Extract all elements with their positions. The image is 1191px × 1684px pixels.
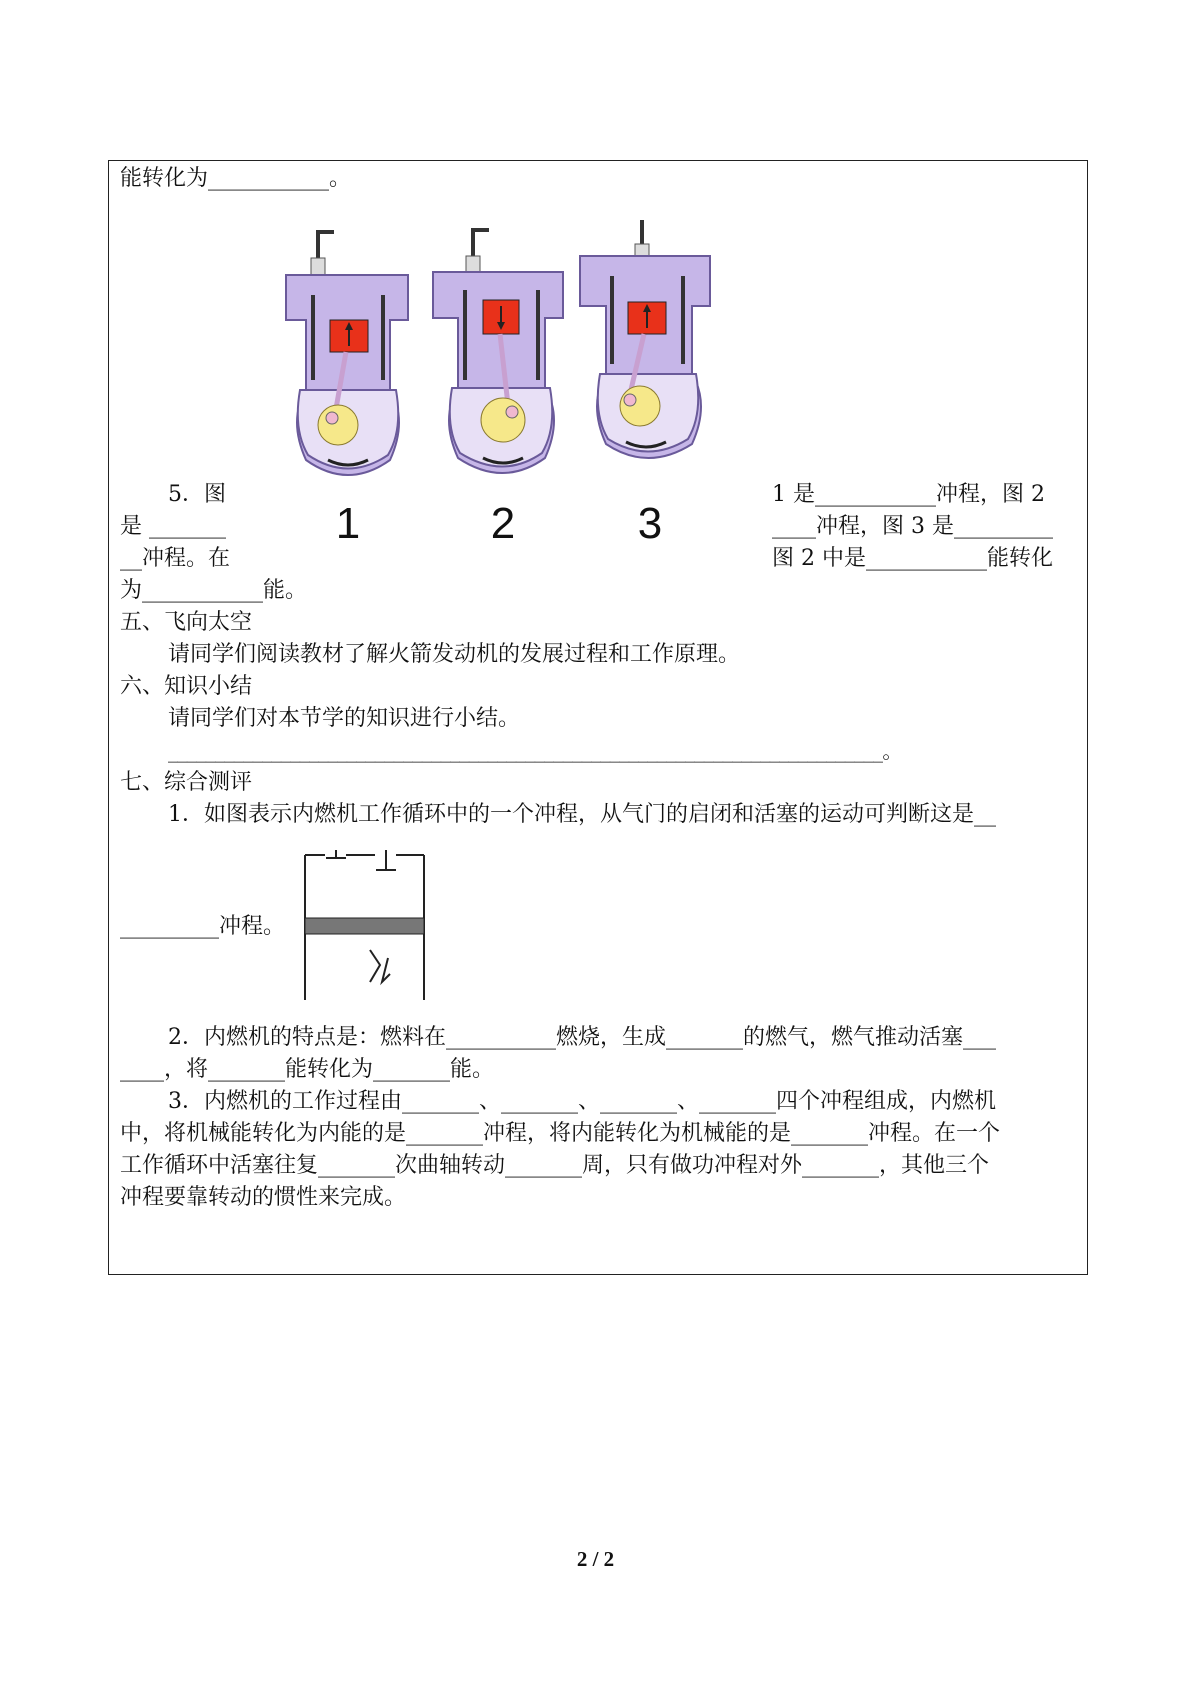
section-heading: 七、综合测评 <box>120 770 253 795</box>
text-line: 工作循环中活塞往复_______次曲轴转动_______周，只有做功冲程对外_______，其他三个 <box>120 1153 990 1178</box>
engine-diagram-2 <box>433 228 563 473</box>
text-line: 是 _______ <box>120 514 226 539</box>
engine-label-1: 1 <box>335 499 361 548</box>
text-line: 能转化为___________。 <box>120 166 352 191</box>
engine-label-2: 2 <box>490 499 516 548</box>
text-line: 为___________能。 <box>120 578 308 603</box>
text-line: 中，将机械能转化为内能的是_______冲程，将内能转化为机械能的是_______冲程。在一个 <box>120 1121 1001 1146</box>
text-line: _________冲程。 <box>120 914 286 939</box>
section-heading: 六、知识小结 <box>120 674 253 699</box>
text-line: 图 2 中是___________能转化 <box>772 546 1053 571</box>
engine-label-3: 3 <box>637 499 663 548</box>
text-line: ____冲程，图 3 是_________ <box>772 514 1053 539</box>
text-line: 1 是___________冲程，图 2 <box>772 482 1045 507</box>
section-heading: 五、飞向太空 <box>120 610 253 635</box>
engine-diagram-1 <box>286 230 408 475</box>
text-line: ____，将_______能转化为_______能。 <box>120 1057 495 1082</box>
text-line: 1．如图表示内燃机工作循环中的一个冲程，从气门的启闭和活塞的运动可判断这是__ <box>168 802 996 827</box>
text-line: __冲程。在 <box>120 546 231 571</box>
blank-line: ____________________________________________________________________________。 <box>168 739 902 763</box>
text-line: 冲程要靠转动的惯性来完成。 <box>120 1185 407 1210</box>
text-line: 3．内燃机的工作过程由_______、_______、_______、_______四个冲程组成，内燃机 <box>168 1089 996 1114</box>
engine-diagram-3 <box>580 220 710 458</box>
page-number: 2 / 2 <box>576 1547 615 1571</box>
text-line: 请同学们对本节学的知识进行小结。 <box>168 706 521 731</box>
text-line: 请同学们阅读教材了解火箭发动机的发展过程和工作原理。 <box>168 642 741 667</box>
text-line: 5．图 <box>168 482 226 507</box>
engine-strokes-figure <box>278 220 758 550</box>
cylinder-diagram <box>300 850 430 1000</box>
text-line: 2．内燃机的特点是：燃料在__________燃烧，生成_______的燃气，燃气推动活塞___ <box>168 1025 996 1050</box>
